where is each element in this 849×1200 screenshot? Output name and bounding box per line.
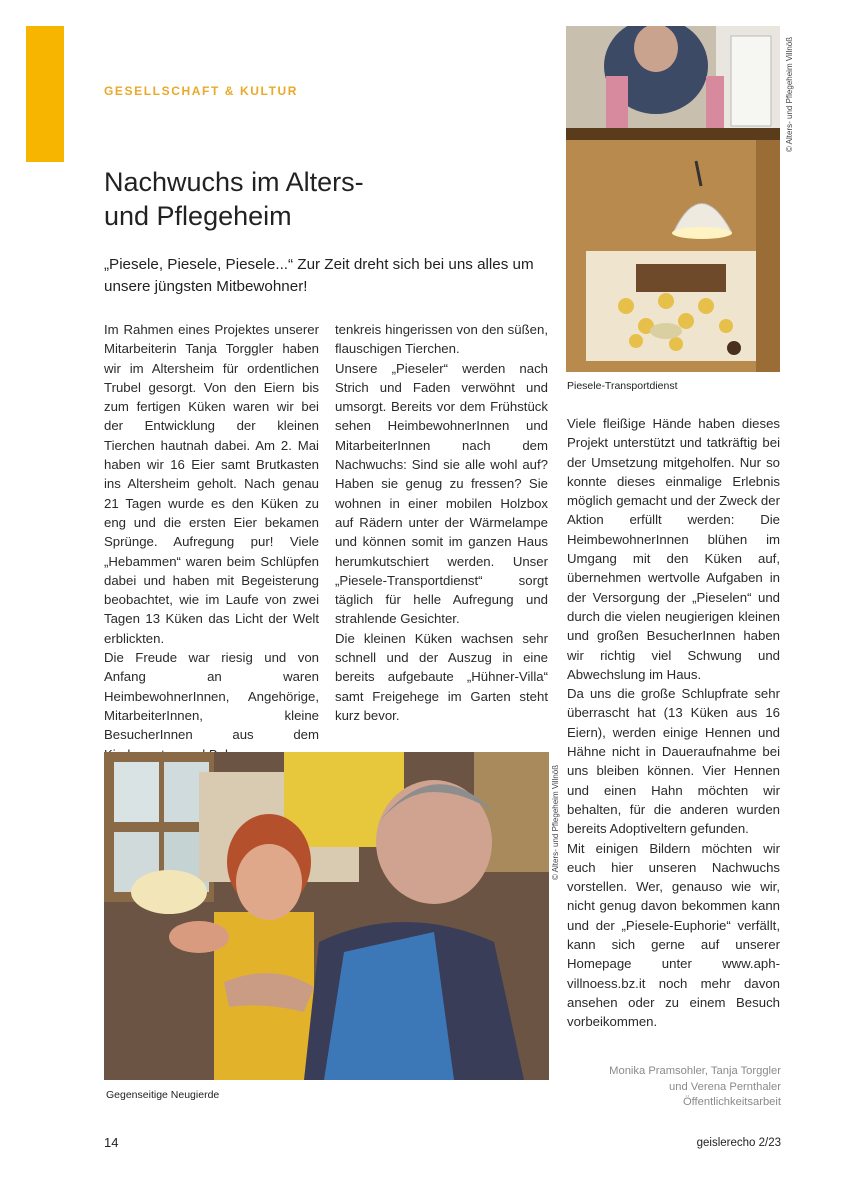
page-number: 14: [104, 1135, 119, 1150]
paragraph: Im Rahmen eines Projektes unserer Mitarbeiterin Tanja Torggler haben wir im Altersheim für ordentlichen Trubel gesorgt. Von den Eiern bis zum fertigen Küken waren wir bei der Entwicklung der kleinen Tierchen hautnah dabei. Am 2. Mai haben wir 16 Eier samt Brutkasten ins Altersheim geholt. Nach genau 21 Tagen wurde es den Küken zu eng und die ersten Eier bekamen Sprünge. Aufregung pur! Viele „Hebammen“ waren beim Schlüpfen dabei und haben mit Begeisterung beobachtet, wie im Laufe von zwei Tagen 13 Küken das Licht der Welt erblickten.: [104, 322, 319, 646]
author-line: und Verena Pernthaler: [669, 1080, 781, 1093]
paragraph: Unsere „Pieseler“ werden nach Strich und Faden verwöhnt und umsorgt. Bereits vor dem Frühstück sehen HeimbewohnerInnen und MitarbeiterInnen nach dem Nachwuchs: Sind sie alle wohl auf? Haben sie genug zu fressen? Sie wohnen in einer mobilen Holzbox auf Rädern unter der Wärmelampe und können somit im ganzen Haus herumkutschiert werden. Unser „Piesele-Transportdienst“ sorgt täglich für helle Aufregung und strahlende Gesichter.: [335, 360, 548, 627]
title-line-2: und Pflegeheim: [104, 201, 292, 231]
photo-caption-top: Piesele-Transportdienst: [567, 380, 678, 392]
photo-credit-bottom: © Alters- und Pflegeheim Villnöß: [551, 764, 560, 880]
article-title: [104, 165, 544, 233]
section-label: GESELLSCHAFT & KULTUR: [104, 84, 299, 98]
photo-caption-bottom: Gegenseitige Neugierde: [106, 1089, 220, 1101]
accent-bar: [26, 26, 64, 162]
paragraph: Viele fleißige Hände haben dieses Projekt unterstützt und tatkräftig bei der Umsetzung mitgeholfen. Nur so konnte dieses einmalige Erlebnis möglich gemacht und der Zweck der Aktion erfüllt werden: Die HeimbewohnerInnen blühen im Umgang mit den Küken auf, übernehmen wertvolle Aufgaben in der Versorgung der „Pieselen“ und durch die vielen neugierigen kleinen und großen BesucherInnen haben wir richtig viel Schwung und Abwechslung im Haus.: [567, 416, 780, 682]
paragraph: tenkreis hingerissen von den süßen, flauschigen Tierchen.: [335, 322, 548, 357]
text-column-3: [567, 414, 780, 1032]
paragraph: Mit einigen Bildern möchten wir euch hier unseren Nachwuchs vorstellen. Wer, genauso wie wir, nicht genug davon bekommen kann und der „Piesele-Euphorie“ verfällt, kann sich gerne auf unserer Homepage unter www.aph-villnoess.bz.it noch mehr davon ansehen oder zu einem Besuch vorbeikommen.: [567, 840, 780, 1030]
paragraph: Die Freude war riesig und von Anfang an waren HeimbewohnerInnen, Angehörige, MitarbeiterInnen, kleine BesucherInnen aus dem: [104, 650, 319, 743]
author-line: Öffentlichkeitsarbeit: [682, 1096, 781, 1108]
photo-chick-transport: [566, 26, 780, 372]
photo-mutual-curiosity: [104, 752, 549, 1080]
author-credits: [609, 1064, 781, 1111]
text-column-2: [335, 320, 548, 725]
title-line-1: Nachwuchs im Alters-: [104, 167, 364, 197]
magazine-issue: geislerecho 2/23: [696, 1137, 781, 1149]
lead-paragraph: „Piesele, Piesele, Piesele...“ Zur Zeit dreht sich bei uns alles um unsere jüngsten Mitbewohner!: [104, 256, 534, 295]
photo-mutual-curiosity-illustration: [104, 752, 549, 1080]
text-column-1: [104, 320, 319, 764]
photo-chick-transport-illustration: [566, 26, 780, 372]
photo-credit-top: © Alters- und Pflegeheim Villnöß: [785, 36, 794, 152]
author-line: Monika Pramsohler, Tanja Torggler: [609, 1065, 781, 1077]
paragraph: Da uns die große Schlupfrate sehr überrascht hat (13 Küken aus 16 Eiern), werden einige Hennen und Hähne nicht in Daueraufnahme bei uns bleiben können. Vier Hennen und einen Hahn möchten wir behalten, für die anderen wurden bereits Adoptiveltern gefunden.: [567, 686, 780, 837]
paragraph: Die kleinen Küken wachsen sehr schnell und der Auszug in eine bereits aufgebaute „Hühner-Villa“ samt Freigehege im Garten steht kurz bevor.: [335, 630, 548, 723]
